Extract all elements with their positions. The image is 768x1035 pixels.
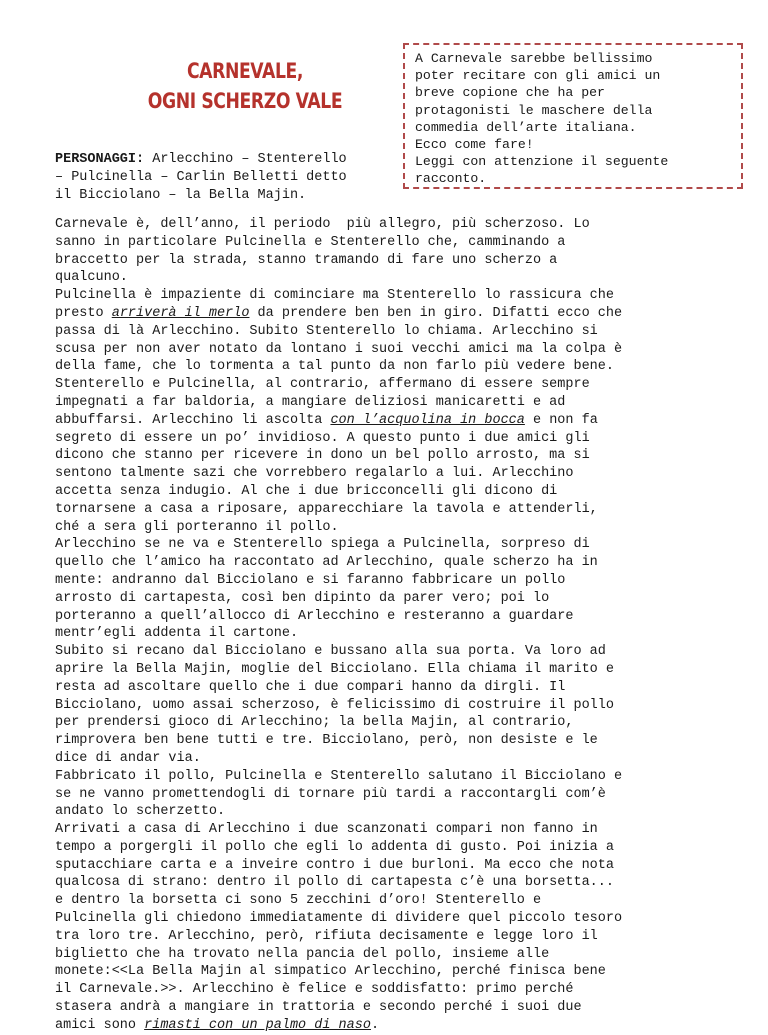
story-line: sentono talmente sazi che vorrebbero regalarlo a lui. Arlecchino xyxy=(55,466,574,482)
story-paragraph-5 xyxy=(55,768,755,821)
story-text xyxy=(55,216,755,1035)
characters-label: PERSONAGGI: xyxy=(55,152,145,167)
story-line: segreto di essere un po’ invidioso. A questo punto i due amici gli xyxy=(55,430,590,446)
story-line: arrosto di cartapesta, così ben dipinto da parer vero; poi lo xyxy=(55,590,550,606)
story-line: dicono che stanno per ricevere in dono un bel pollo arrosto, ma si xyxy=(55,448,590,464)
intro-line: poter recitare con gli amici un xyxy=(415,68,661,84)
story-line: monete:<<La Bella Majin al simpatico Arlecchino, perché finisca bene xyxy=(55,964,606,980)
story-line: Carnevale è, dell’anno, il periodo più allegro, più scherzoso. Lo xyxy=(55,217,590,232)
page-title xyxy=(126,56,364,116)
story-line: scusa per non aver notato da lontano i suoi vecchi amici ma la colpa è xyxy=(55,341,623,357)
story-paragraph-6 xyxy=(55,821,755,1035)
story-line: sanno in particolare Pulcinella e Stenterello che, camminando a xyxy=(55,234,566,250)
story-line: accetta senza indugio. Al che i due bricconcelli gli dicono di xyxy=(55,483,558,499)
intro-box xyxy=(403,43,743,189)
intro-line: protagonisti le maschere della xyxy=(415,102,653,118)
story-line: Arlecchino se ne va e Stenterello spiega a Pulcinella, sorpreso di xyxy=(55,537,590,553)
idiom-arriva-il-merlo: arriverà il merlo xyxy=(111,305,250,321)
characters-text: Arlecchino – Stenterello xyxy=(144,152,347,167)
story-line: il Carnevale.>>. Arlecchino è felice e soddisfatto: primo perché xyxy=(55,982,574,998)
intro-line: commedia dell’arte italiana. xyxy=(415,119,637,135)
title-line-1: CARNEVALE, xyxy=(186,59,304,83)
story-line: tornarsene a casa a riposare, apparecchiare la tavola e attenderli, xyxy=(55,501,598,517)
story-line: Fabbricato il pollo, Pulcinella e Stenterello salutano il Bicciolano e xyxy=(55,768,623,784)
story-line: dice di andar via. xyxy=(55,750,201,766)
idiom-palmo-di-naso: rimasti con un palmo di naso xyxy=(144,1017,371,1033)
story-line: ché a sera gli porteranno il pollo. xyxy=(55,519,339,535)
story-line: qualcuno. xyxy=(55,270,128,286)
story-line: per prendersi gioco di Arlecchino; la bella Majin, al contrario, xyxy=(55,715,574,731)
story-paragraph-3 xyxy=(55,536,755,643)
story-line: sputacchiare carta e a inveire contro i due burloni. Ma ecco che nota xyxy=(55,857,614,873)
story-line: Subito si recano dal Bicciolano e bussano alla sua porta. Va loro ad xyxy=(55,644,606,660)
story-line: abbuffarsi. Arlecchino li ascolta con l’acquolina in bocca e non fa xyxy=(55,412,598,428)
story-line: rimprovera ben bene tutti e tre. Bicciolano, però, non desiste e le xyxy=(55,733,598,749)
story-line: quello che l’amico ha raccontato ad Arlecchino, quale scherzo ha in xyxy=(55,555,598,571)
characters-text: – Pulcinella – Carlin Belletti detto xyxy=(55,169,347,185)
story-line: resta ad ascoltare quello che i due compari hanno da dirgli. Il xyxy=(55,679,566,695)
intro-line: breve copione che ha per xyxy=(415,85,605,101)
story-line: stasera andrà a mangiare in trattoria e secondo perché i suoi due xyxy=(55,1000,582,1016)
story-line: passa di là Arlecchino. Subito Stenterello lo chiama. Arlecchino si xyxy=(55,323,598,339)
story-line: mente: andranno dal Bicciolano e si faranno fabbricare un pollo xyxy=(55,572,566,588)
story-paragraph-1 xyxy=(55,216,755,287)
story-line: qualcosa di strano: dentro il pollo di cartapesta c’è una borsetta... xyxy=(55,875,614,891)
story-line: aprire la Bella Majin, moglie del Bicciolano. Ella chiama il marito e xyxy=(55,661,614,677)
story-line: biglietto che ha trovato nella pancia del pollo, insieme alle xyxy=(55,946,550,962)
story-line: tempo a porgergli il pollo che egli lo addenta di gusto. Poi inizia a xyxy=(55,839,614,855)
story-line: amici sono rimasti con un palmo di naso. xyxy=(55,1017,380,1033)
intro-line: racconto. xyxy=(415,171,487,187)
title-line-2: OGNI SCHERZO VALE xyxy=(147,89,343,113)
story-line: Stenterello e Pulcinella, al contrario, affermano di essere sempre xyxy=(55,377,590,393)
story-line: presto arriverà il merlo da prendere ben ben in giro. Difatti ecco che xyxy=(55,305,623,321)
story-line: andato lo scherzetto. xyxy=(55,804,226,820)
characters-list xyxy=(55,151,398,204)
story-line: tra loro tre. Arlecchino, però, rifiuta decisamente e legge loro il xyxy=(55,928,598,944)
story-line: Pulcinella gli chiedono immediatamente di dividere quel piccolo tesoro xyxy=(55,911,623,927)
story-line: della fame, che lo tormenta a tal punto da non farlo più vedere bene. xyxy=(55,359,614,375)
characters-text: il Bicciolano – la Bella Majin. xyxy=(55,187,307,203)
story-line: Pulcinella è impaziente di cominciare ma Stenterello lo rassicura che xyxy=(55,288,614,304)
intro-line: Ecco come fare! xyxy=(415,137,534,153)
intro-line: Leggi con attenzione il seguente xyxy=(415,154,669,170)
story-line: braccetto per la strada, stanno tramando di fare uno scherzo a xyxy=(55,252,558,268)
story-paragraph-2 xyxy=(55,287,755,536)
story-line: se ne vanno promettendogli di tornare più tardi a raccontargli com’è xyxy=(55,786,606,802)
story-line: mentr’egli addenta il cartone. xyxy=(55,626,299,642)
story-line: Arrivati a casa di Arlecchino i due scanzonati compari non fanno in xyxy=(55,822,598,838)
intro-line: A Carnevale sarebbe bellissimo xyxy=(415,51,653,66)
story-line: porteranno a quell’allocco di Arlecchino e resteranno a guardare xyxy=(55,608,574,624)
story-line: Bicciolano, uomo assai scherzoso, è felicissimo di costruire il pollo xyxy=(55,697,614,713)
story-line: impegnati a far baldoria, a mangiare deliziosi manicaretti e ad xyxy=(55,394,566,410)
story-line: e dentro la borsetta ci sono 5 zecchini d’oro! Stenterello e xyxy=(55,893,542,909)
idiom-acquolina-in-bocca: con l’acquolina in bocca xyxy=(330,412,525,428)
story-paragraph-4 xyxy=(55,643,755,768)
